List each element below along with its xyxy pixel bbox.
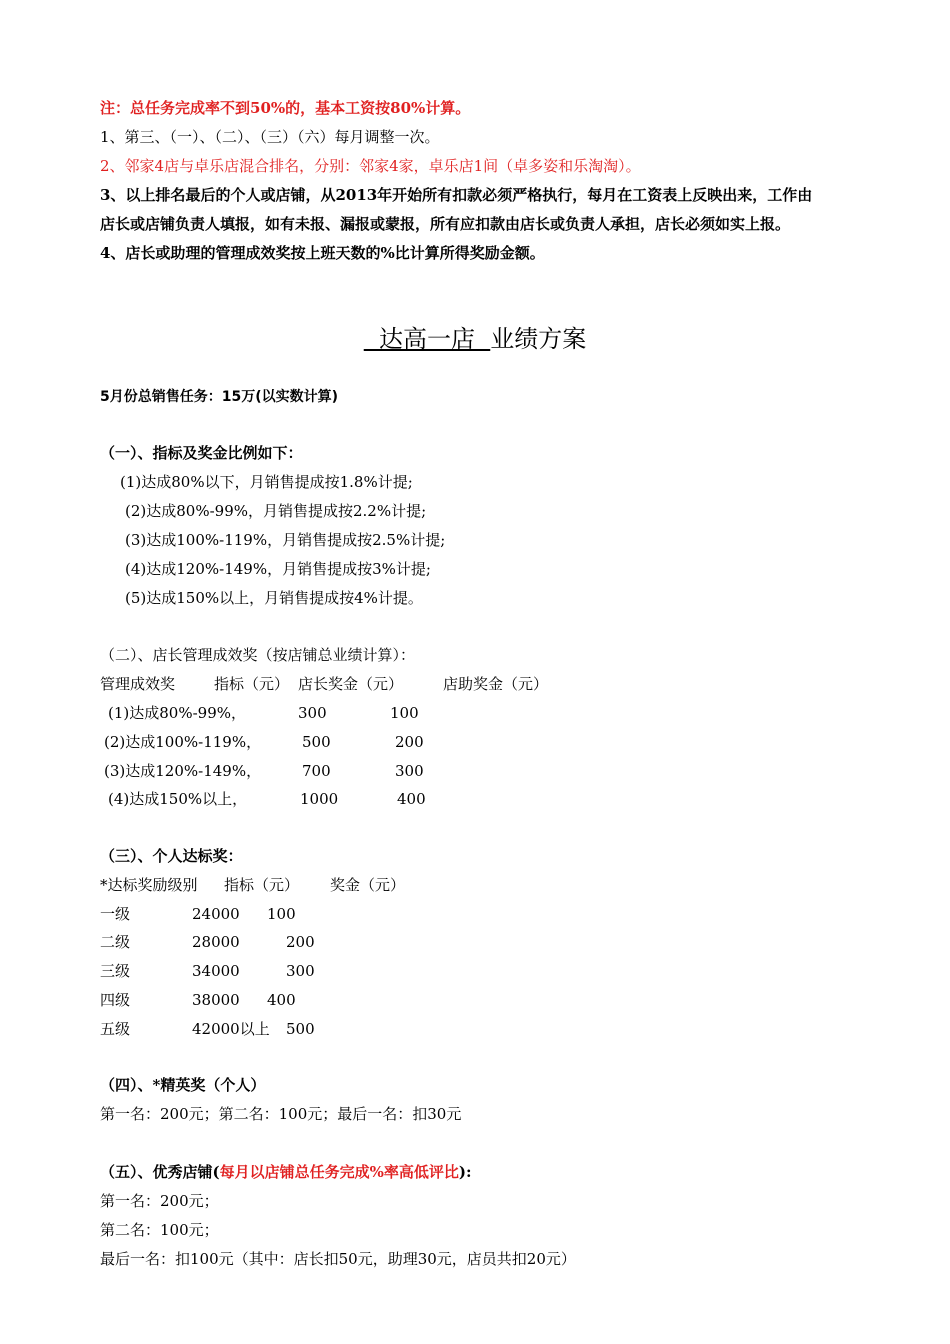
sec2-header: 店长奖金（元） — [298, 675, 404, 693]
note-3a: 3、以上排名最后的个人或店铺，从2013年开始所有扣款必须严格执行，每月在工资表上反映出来，工作由 — [100, 186, 813, 204]
sec3-row-level: 三级 — [100, 962, 131, 980]
sec4-heading: （四）、*精英奖（个人） — [100, 1076, 266, 1094]
sec2-header: 指标（元） — [214, 675, 290, 693]
sec5-last: 最后一名：扣100元（其中：店长扣50元，助理30元，店员共扣20元） — [100, 1250, 576, 1268]
sec2-heading: （二）、店长管理成效奖（按店铺总业绩计算）： — [100, 646, 416, 664]
sec3-row-target: 42000以上 — [192, 1020, 270, 1038]
sec3-row-target: 34000 — [192, 962, 240, 980]
sec5-second: 第二名：100元； — [100, 1221, 219, 1239]
sec1-item: (3)达成100%-119%，月销售提成按2.5%计提; — [125, 531, 446, 549]
sec3-row-bonus: 200 — [286, 933, 315, 951]
page-title — [0, 322, 950, 356]
sec1-item: (2)达成80%-99%，月销售提成按2.2%计提; — [125, 502, 427, 520]
title-store-name: 达高一店 — [363, 325, 491, 353]
sec3-row-bonus: 400 — [267, 991, 296, 1009]
sec3-row-target: 38000 — [192, 991, 240, 1009]
sec5-heading-a: （五）、优秀店铺( — [100, 1163, 220, 1181]
sec3-heading: （三）、个人达标奖： — [100, 847, 243, 865]
sec3-header: 指标（元） — [224, 876, 300, 894]
sec3-row-level: 一级 — [100, 905, 131, 923]
sec3-row-level: 二级 — [100, 933, 131, 951]
sec2-row-assistant: 200 — [395, 733, 424, 751]
sec2-header: 管理成效奖 — [100, 675, 176, 693]
sec2-row-manager: 300 — [298, 704, 327, 722]
sec3-row-level: 四级 — [100, 991, 131, 1009]
note-2: 2、邻家4店与卓乐店混合排名，分别：邻家4家，卓乐店1间（卓多姿和乐淘淘）。 — [100, 157, 641, 175]
sec2-row-assistant: 300 — [395, 762, 424, 780]
title-plan: 业绩方案 — [490, 325, 587, 353]
sec3-row-target: 24000 — [192, 905, 240, 923]
sec3-row-level: 五级 — [100, 1020, 131, 1038]
note-3b: 店长或店铺负责人填报，如有未报、漏报或蒙报，所有应扣款由店长或负责人承担，店长必须如实上报。 — [100, 215, 791, 233]
sec4-text: 第一名：200元；第二名：100元；最后一名：扣30元 — [100, 1105, 462, 1123]
sec1-item: (1)达成80%以下，月销售提成按1.8%计提; — [120, 473, 413, 491]
note-total-task: 注：总任务完成率不到50%的，基本工资按80%计算。 — [100, 99, 471, 117]
sec3-row-bonus: 500 — [286, 1020, 315, 1038]
sec3-row-bonus: 300 — [286, 962, 315, 980]
sec2-row-assistant: 400 — [397, 790, 426, 808]
sec2-row-manager: 500 — [302, 733, 331, 751]
sec3-row-bonus: 100 — [267, 905, 296, 923]
sec2-row-label: (3)达成120%-149%， — [104, 762, 262, 780]
monthly-task: 5月份总销售任务：15万(以实数计算) — [100, 389, 339, 405]
sec3-header: 奖金（元） — [330, 876, 406, 894]
sec1-heading: （一）、指标及奖金比例如下： — [100, 444, 303, 462]
sec3-header: *达标奖励级别 — [100, 876, 198, 894]
sec2-header: 店助奖金（元） — [443, 675, 549, 693]
sec3-row-target: 28000 — [192, 933, 240, 951]
sec2-row-manager: 700 — [302, 762, 331, 780]
note-1: 1、第三、（一）、（二）、（三）（六）每月调整一次。 — [100, 128, 440, 146]
sec5-heading-b: ): — [458, 1163, 472, 1181]
sec5-first: 第一名：200元； — [100, 1192, 219, 1210]
sec5-heading — [100, 1162, 472, 1182]
sec2-row-manager: 1000 — [300, 790, 339, 808]
sec2-row-label: (1)达成80%-99%， — [108, 704, 246, 722]
sec1-item: (4)达成120%-149%，月销售提成按3%计提; — [125, 560, 431, 578]
note-4: 4、店长或助理的管理成效奖按上班天数的%比计算所得奖励金额。 — [100, 244, 545, 262]
sec2-row-assistant: 100 — [390, 704, 419, 722]
sec5-heading-criteria: 每月以店铺总任务完成%率高低评比 — [219, 1163, 459, 1181]
sec1-item: (5)达成150%以上，月销售提成按4%计提。 — [125, 589, 423, 607]
sec2-row-label: (2)达成100%-119%， — [104, 733, 262, 751]
sec2-row-label: (4)达成150%以上， — [108, 790, 248, 808]
